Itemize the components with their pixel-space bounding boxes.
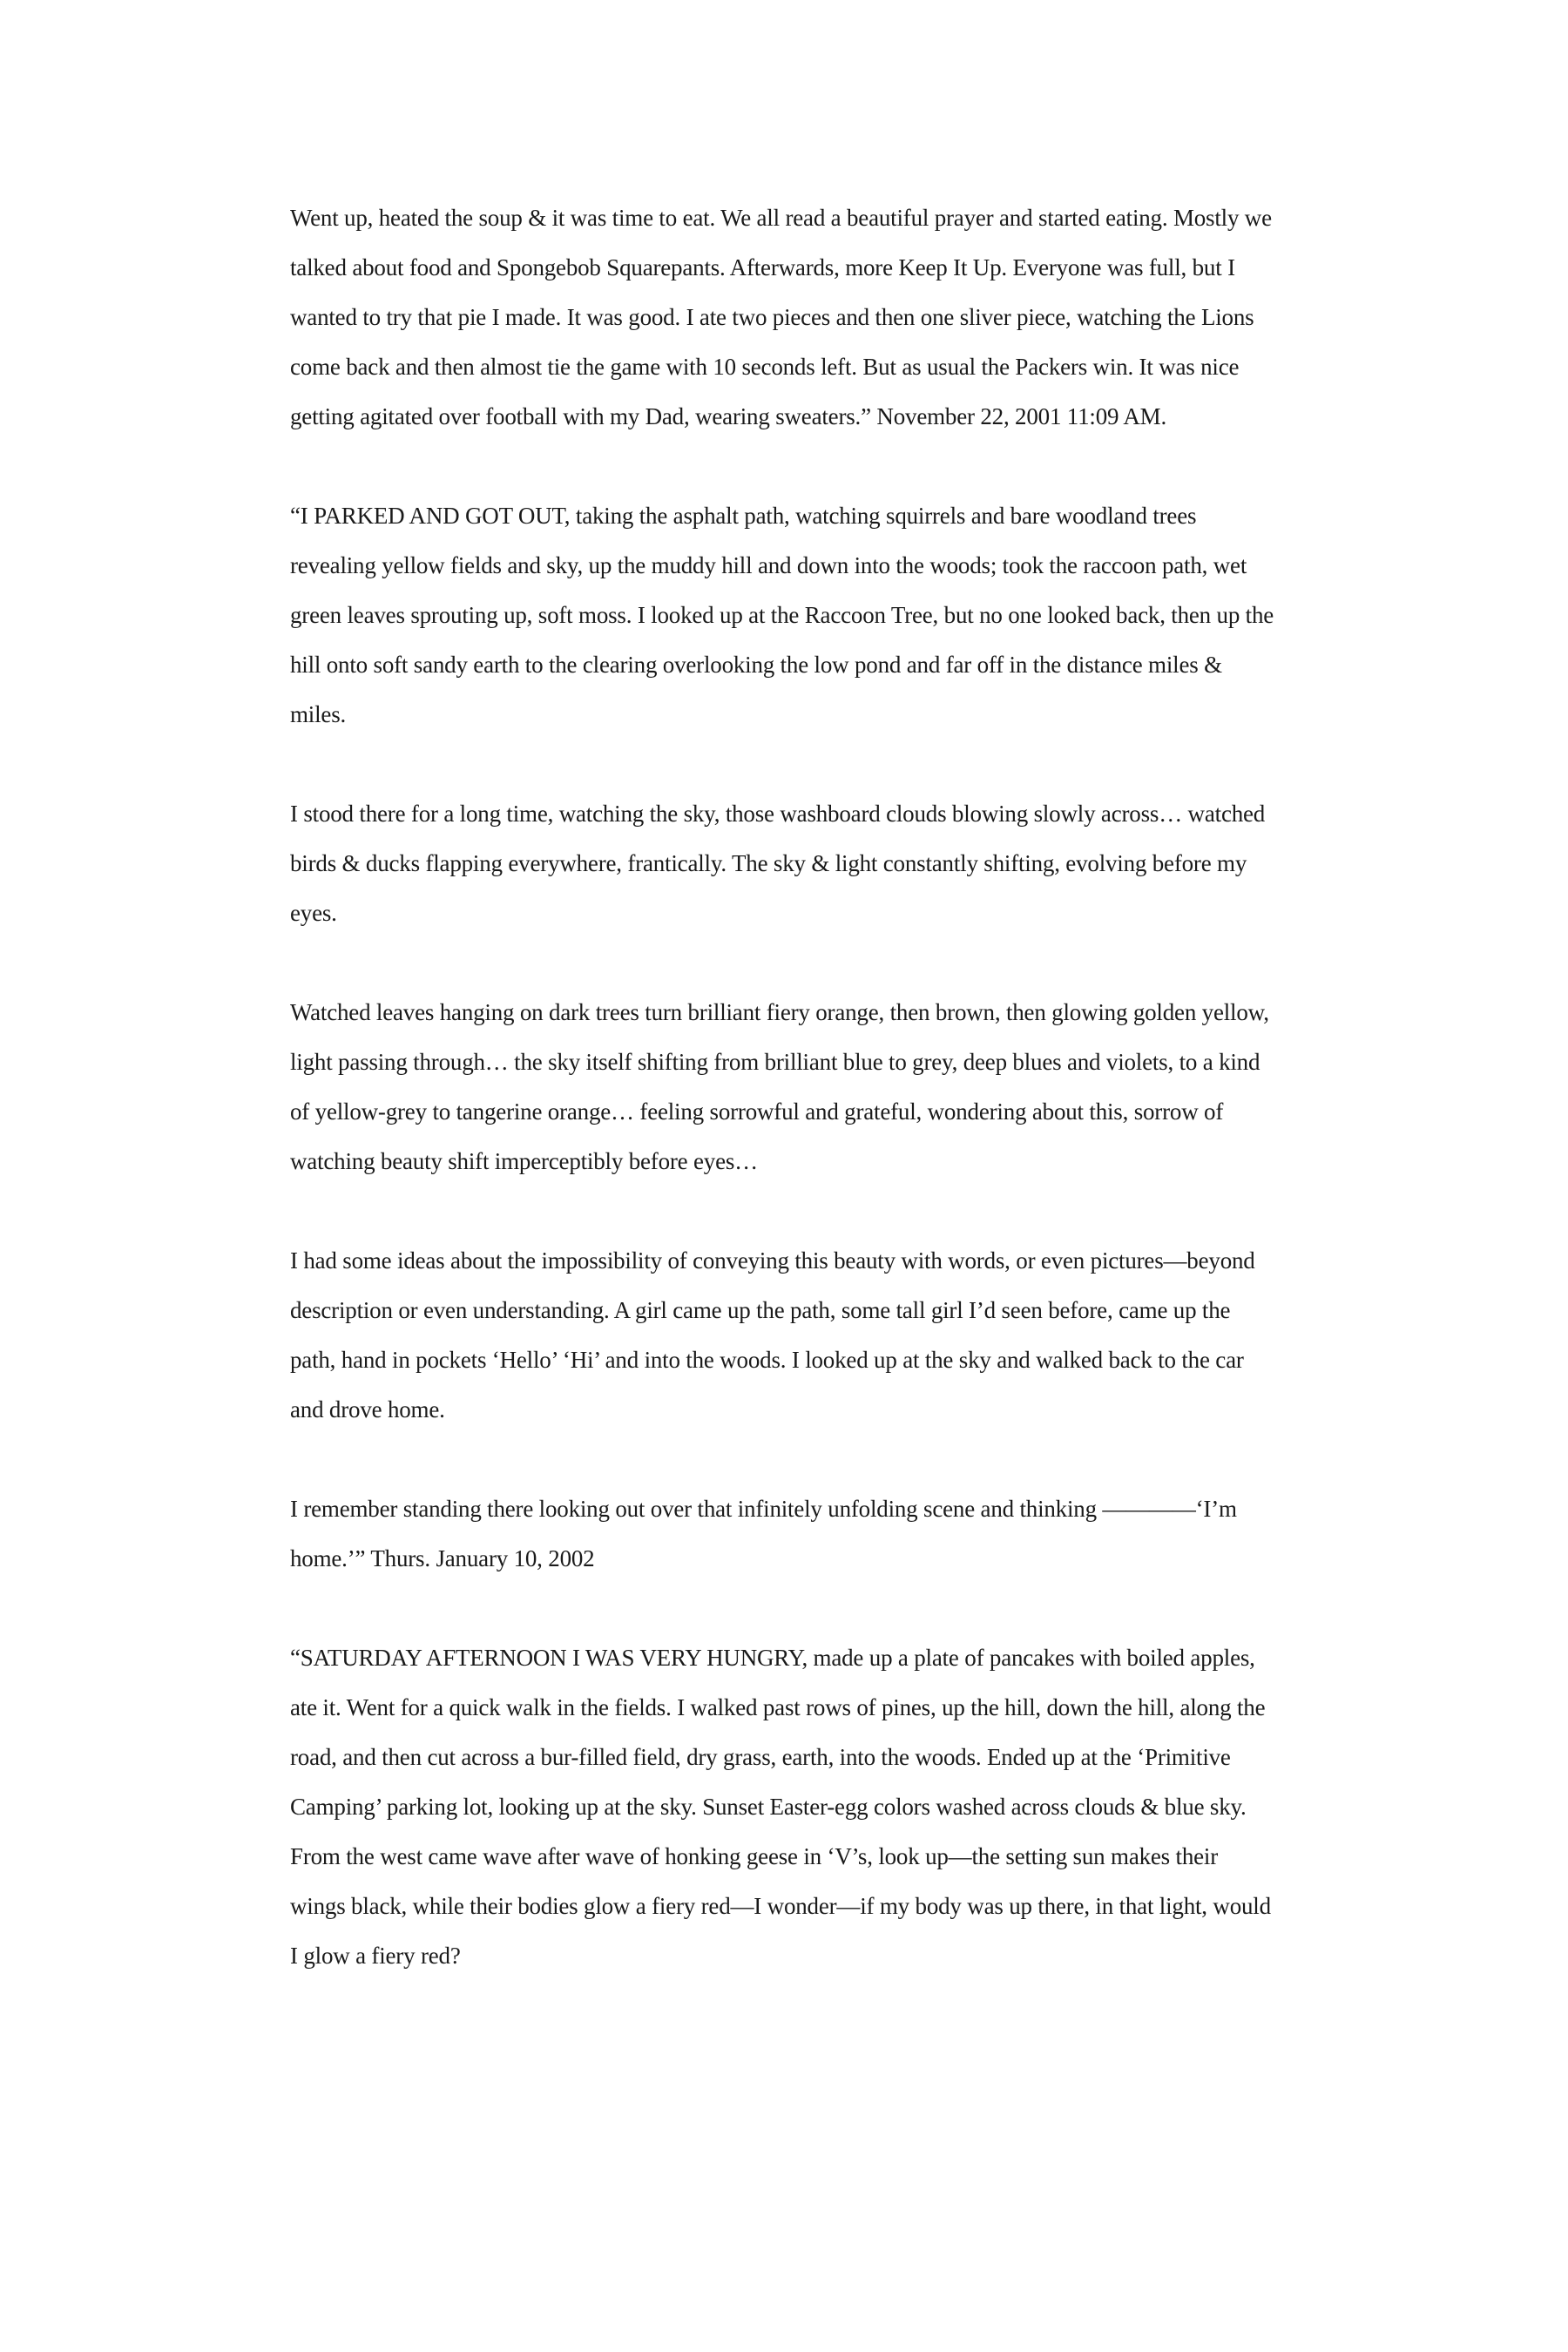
paragraph-thanksgiving-dinner: Went up, heated the soup & it was time to eat. We all read a beautiful prayer and started eating. Mostly we talked about food and Spongebob Squarepants. Afterwards, more Keep It Up. Everyone was full, but I wanted to try that pie I made. It was good. I ate two pieces and then one sliver piece, watching the Lions come back and then almost tie the game with 10 seconds left. But as usual the Packers win. It was nice getting agitated over football with my Dad, wearing sweaters.” November 22, 2001 11:09 AM. <box>290 205 1272 429</box>
paragraph-saturday-afternoon: “SATURDAY AFTERNOON I WAS VERY HUNGRY, made up a plate of pancakes with boiled apples, ate it. Went for a quick walk in the fields. I walked past rows of pines, up the hill, down the hill, along the road, and then cut across a bur-filled field, dry grass, earth, into the woods. Ended up at the ‘Primitive Camping’ parking lot, looking up at the sky. Sunset Easter-egg colors washed across clouds & blue sky. From the west came wave after wave of honking geese in ‘V’s, look up—the setting sun makes their wings black, while their bodies glow a fiery red—I wonder—if my body was up there, in that light, would I glow a fiery red? <box>290 1645 1271 1969</box>
paragraph-parked-and-got-out: “I PARKED AND GOT OUT, taking the asphalt path, watching squirrels and bare woodland trees revealing yellow fields and sky, up the muddy hill and down into the woods; took the raccoon path, wet green leaves sprouting up, soft moss. I looked up at the Raccoon Tree, but no one looked back, then up the hill onto soft sandy earth to the clearing overlooking the low pond and far off in the distance miles & miles. <box>290 503 1274 727</box>
paragraph-impossibility-of-conveying: I had some ideas about the impossibility of conveying this beauty with words, or even pictures—beyond description or even understanding. A girl came up the path, some tall girl I’d seen before, came up the path, hand in pockets ‘Hello’ ‘Hi’ and into the woods. I looked up at the sky and walked back to the car and drove home. <box>290 1247 1255 1423</box>
paragraph-im-home: I remember standing there looking out over that infinitely unfolding scene and thinking ————‘I’m home.’” Thurs. January 10, 2002 <box>290 1496 1237 1571</box>
paragraph-watching-the-sky: I stood there for a long time, watching the sky, those washboard clouds blowing slowly across… watched birds & ducks flapping everywhere, frantically. The sky & light constantly shifting, evolving before my eyes. <box>290 801 1266 926</box>
body-text <box>290 193 1274 1981</box>
paragraph-watched-leaves: Watched leaves hanging on dark trees turn brilliant fiery orange, then brown, then glowing golden yellow, light passing through… the sky itself shifting from brilliant blue to grey, deep blues and violets, to a kind of yellow-grey to tangerine orange… feeling sorrowful and grateful, wondering about this, sorrow of watching beauty shift imperceptibly before eyes… <box>290 999 1269 1174</box>
